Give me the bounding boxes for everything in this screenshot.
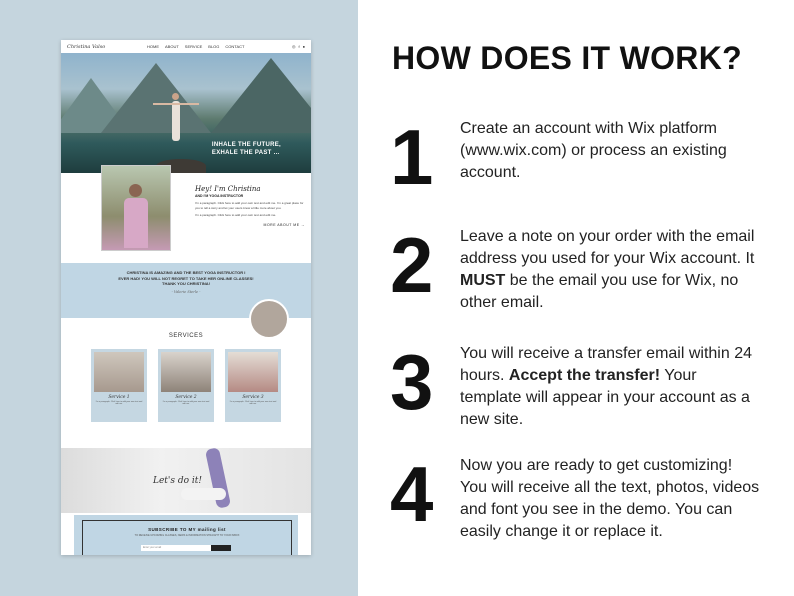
hero-quote	[212, 141, 281, 157]
nav-home: HOME	[147, 44, 159, 49]
service-image	[94, 352, 144, 392]
step-text	[460, 343, 760, 431]
step-text-part: Your template will appear in your account as a new site.	[460, 367, 750, 428]
step-text: Now you are ready to get customizing! You will receive all the text, photos, videos and font you see in the demo. You can easily change it or replace it.	[460, 457, 760, 540]
step-text-emphasis: MUST	[460, 272, 506, 289]
testimonial-line: EVER HAD! YOU WILL NOT REGRET TO TAKE HER ONLINE CLASSES!	[118, 275, 254, 281]
service-desc: I'm a paragraph. Click here to add your own text and edit me.	[229, 401, 277, 405]
step-number: 2	[390, 221, 434, 309]
nav-blog: BLOG	[208, 44, 220, 49]
step-number: 3	[390, 338, 434, 426]
testimonial-signature: - Valerie Sterle -	[171, 289, 201, 294]
site-nav	[61, 40, 311, 53]
site-brand: Christina Valso	[67, 43, 106, 50]
step-number: 1	[390, 113, 434, 201]
about-paragraph: I'm a paragraph. Click here to add your own text and edit me.	[195, 213, 277, 217]
about-greeting: Hey! I'm Christina	[195, 185, 261, 193]
lets-do-it-text: Let's do it!	[153, 476, 203, 486]
service-card	[225, 349, 281, 422]
service-name: Service 1	[108, 395, 130, 400]
email-input: Enter your email	[141, 545, 211, 551]
step-text-part: Leave a note on your order with the email address you used for your Wix account. It	[460, 228, 755, 267]
services-title: SERVICES	[168, 333, 204, 339]
subscribe-button	[211, 545, 231, 551]
hero-quote-line: INHALE THE FUTURE,	[211, 142, 281, 148]
hero-quote-line: EXHALE THE PAST ...	[211, 150, 280, 156]
service-desc: I'm a paragraph. Click here to add your own text and edit me.	[162, 401, 210, 405]
instagram-icon: ◎	[291, 44, 296, 49]
mountain-shape	[211, 58, 311, 133]
nav-contact: CONTACT	[225, 44, 245, 49]
facebook-icon: f	[298, 44, 300, 49]
service-name: Service 3	[242, 395, 264, 400]
pinterest-icon: ●	[302, 44, 305, 49]
page-title: HOW DOES IT WORK?	[392, 40, 742, 76]
hero-image	[61, 53, 311, 173]
subscribe-section	[61, 513, 311, 555]
service-desc: I'm a paragraph. Click here to add your own text and edit me.	[95, 401, 143, 405]
testimonial-line: THANK YOU CHRISTINA!	[162, 281, 210, 286]
step-text	[460, 226, 760, 314]
about-section	[61, 173, 311, 263]
instructor-photo	[101, 165, 171, 251]
about-role: AND I'M YOGA INSTRUCTOR	[195, 193, 244, 198]
nav-service: SERVICE	[184, 44, 203, 49]
testimonial-line: CHRISTINA IS AMAZING AND THE BEST YOGA INSTRUCTOR I	[126, 270, 246, 275]
testimonial-section	[61, 263, 311, 318]
subscribe-title: SUBSCRIBE TO MY mailing list	[148, 527, 226, 532]
step-text-part: You will receive a transfer email within 24 hours.	[460, 345, 752, 384]
subscribe-subtitle: TO RECEIVE UPCOMING CLASSES, NEWS & INFORMATION STRAIGHT TO YOUR INBOX	[134, 534, 240, 537]
lets-do-it-banner	[61, 448, 311, 513]
step-text-emphasis: Accept the transfer!	[508, 367, 661, 384]
yoga-pose-shape	[181, 488, 226, 500]
service-card	[91, 349, 147, 422]
service-image	[161, 352, 211, 392]
website-preview	[61, 40, 311, 555]
service-image	[228, 352, 278, 392]
nav-about: ABOUT	[165, 44, 179, 49]
step-text: Create an account with Wix platform (www.wix.com) or process an existing account.	[460, 120, 727, 181]
yoga-figure	[171, 93, 181, 148]
testimonial-avatar	[249, 299, 289, 339]
service-name: Service 2	[175, 395, 197, 400]
about-paragraph: I'm a paragraph. Click here to add your own text and edit me. I'm a great place for you to tell a story and let your users know a little more about you.	[195, 201, 304, 210]
step-text-part: be the email you use for Wix, no other email.	[460, 272, 739, 311]
more-about-link: MORE ABOUT ME →	[263, 222, 305, 227]
step-number: 4	[390, 450, 434, 538]
preview-panel	[0, 0, 358, 596]
service-card	[158, 349, 214, 422]
mountain-shape	[101, 63, 211, 133]
